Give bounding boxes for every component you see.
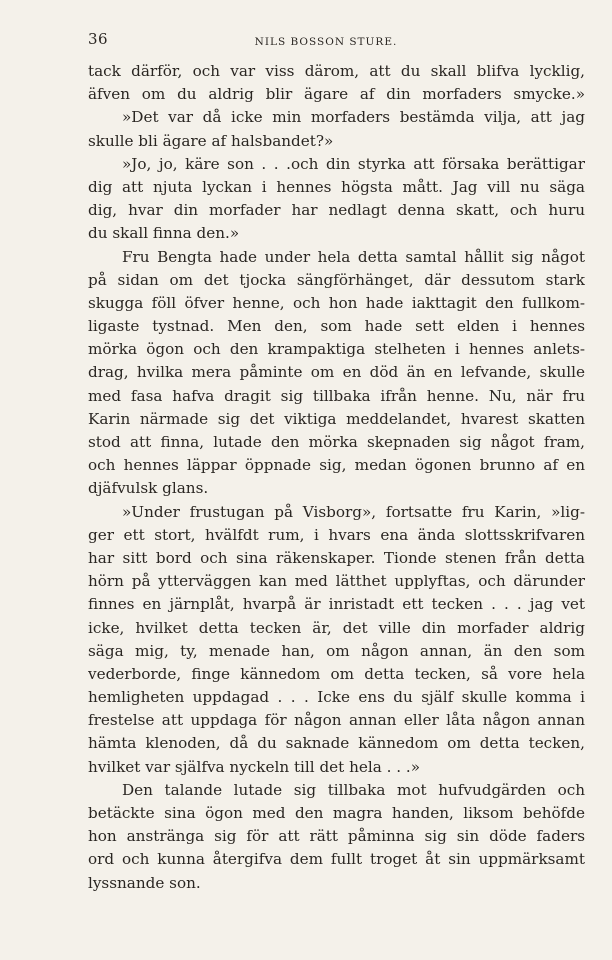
text-line: mörka ögon och den krampaktiga stelheten i hennes anlets- [88,340,585,359]
text-line: hörn på ytterväggen kan med lätthet upplyftas, och därunder [88,572,585,591]
running-head: NILS BOSSON STURE. [254,36,398,48]
text-line: stod att finna, lutade den mörka skepnaden sig något fram, [88,433,585,451]
text-line: vederborde, finge kännedom om detta tecken, så vore hela [88,664,585,683]
text-line: finnes en järnplåt, hvarpå är inristadt ett tecken . . . jag vet [88,595,585,614]
body-text [88,60,585,895]
text-line: hämta klenoden, då du saknade kännedom om detta tecken, [88,734,585,753]
text-line: ord och kunna återgifva dem fullt troget åt sin uppmärksamt [88,850,585,869]
text-line: hon anstränga sig för att rätt påminna sig sin döde faders [88,827,585,846]
page-number: 36 [88,30,109,48]
text-line: »Under frustugan på Visborg», fortsatte fru Karin, »lig- [122,502,585,521]
text-line: ger ett stort, hvälfdt rum, i hvars ena ända slottsskrifvaren [88,525,585,544]
text-line: lyssnande son. [88,873,201,892]
text-line: Karin närmade sig det viktiga meddelandet, hvarest skatten [88,409,585,428]
text-line: djäfvulsk glans. [88,479,209,498]
text-line: icke, hvilket detta tecken är, det ville din morfader aldrig [88,618,585,637]
text-line: frestelse att uppdaga för någon annan eller låta någon annan [88,711,585,730]
text-line: »Jo, jo, käre son . . .och din styrka att försaka berättigar [122,154,585,173]
text-line: du skall finna den.» [88,224,240,243]
text-line: dig, hvar din morfader har nedlagt denna skatt, och huru [88,201,585,220]
text-line: Fru Bengta hade under hela detta samtal hållit sig något [122,247,585,266]
text-line: säga mig, ty, menade han, om någon annan, än den som [88,641,585,660]
text-line: hvilket var själfva nyckeln till det hela . . .» [88,757,421,776]
text-line: drag, hvilka mera påminte om en död än en lefvande, skulle [88,363,585,382]
text-line: ligaste tystnad. Men den, som hade sett elden i hennes [88,317,585,336]
text-line: på sidan om det tjocka sängförhänget, där dessutom stark [88,270,585,289]
text-line: skulle bli ägare af halsbandet?» [88,131,334,150]
text-line: »Det var då icke min morfaders bestämda vilja, att jag [122,108,585,127]
text-line: dig att njuta lyckan i hennes högsta mått. Jag vill nu säga [88,177,585,196]
text-line: med fasa hafva dragit sig tillbaka ifrån henne. Nu, när fru [88,386,585,405]
text-line: äfven om du aldrig blir ägare af din morfaders smycke.» [88,85,585,104]
text-line: Den talande lutade sig tillbaka mot hufvudgärden och [122,780,585,799]
text-line: skugga föll öfver henne, och hon hade iakttagit den fullkom- [88,293,585,312]
text-line: hemligheten uppdagad . . . Icke ens du själf skulle komma i [88,688,585,707]
text-line: tack därför, och var viss därom, att du skall blifva lycklig, [88,62,585,80]
text-line: och hennes läppar öppnade sig, medan ögonen brunno af en [88,456,585,475]
text-line: har sitt bord och sina räkenskaper. Tionde stenen från detta [88,548,585,567]
text-line: betäckte sina ögon med den magra handen, liksom behöfde [88,804,585,822]
